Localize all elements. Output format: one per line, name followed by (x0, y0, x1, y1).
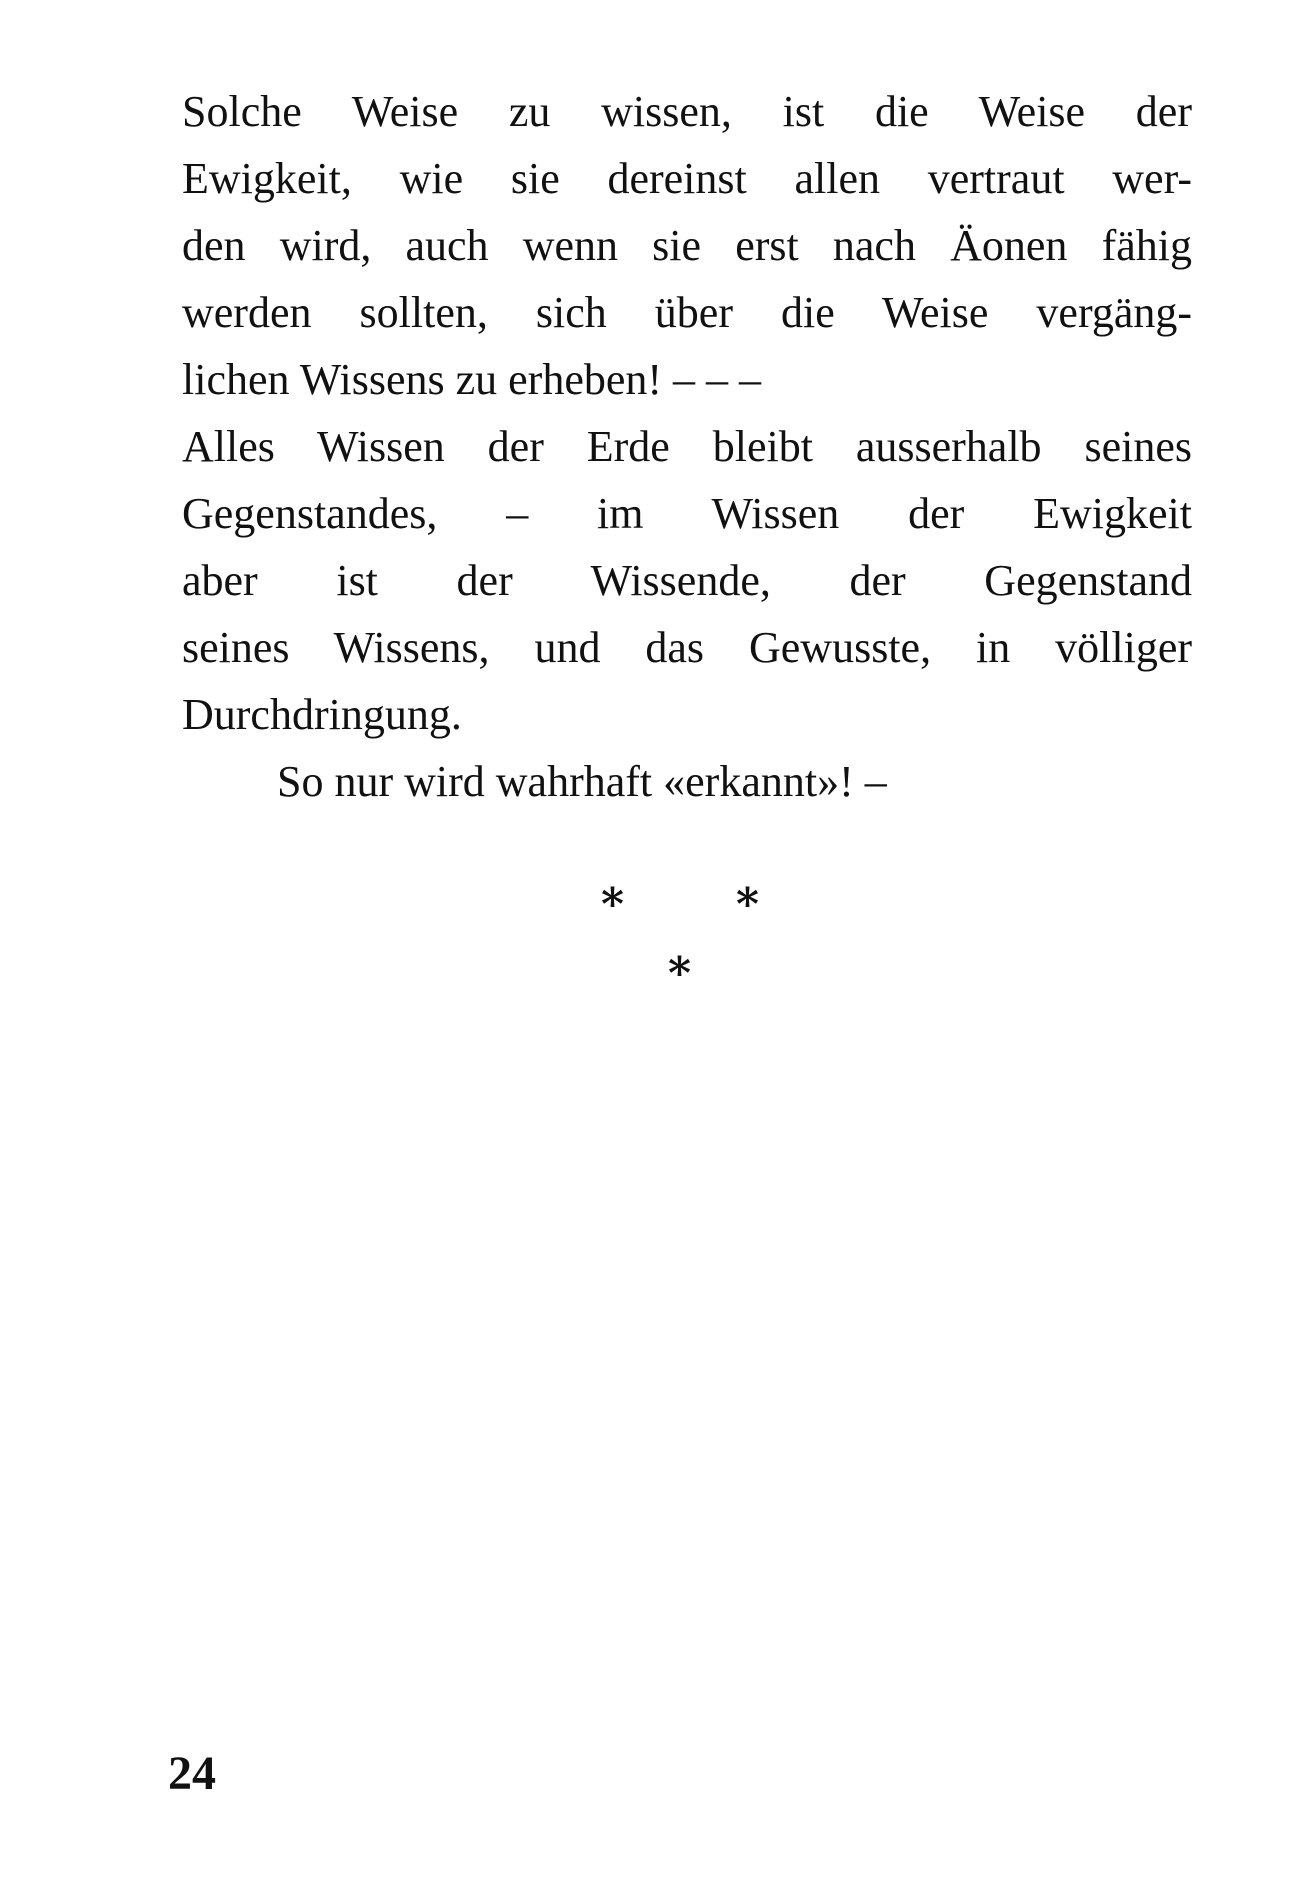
text-line-9: seines Wissens, und das Gewusste, in völliger (182, 623, 1192, 672)
body-text (182, 78, 1192, 815)
asterisk-icon-top-right: * (736, 879, 760, 930)
asterisk-icon-top-left: * (601, 879, 625, 930)
text-line-10: Durchdringung. (182, 690, 462, 739)
asterisk-icon-bottom: * (668, 948, 692, 999)
text-line-11: So nur wird wahrhaft «erkannt»! – (277, 757, 887, 806)
text-line-3: den wird, auch wenn sie erst nach Äonen fähig (182, 221, 1192, 270)
text-line-8: aber ist der Wissende, der Gegenstand (182, 556, 1192, 605)
text-line-2: Ewigkeit, wie sie dereinst allen vertraut wer- (182, 154, 1192, 203)
text-line-4: werden sollten, sich über die Weise vergäng- (182, 288, 1192, 337)
text-line-6: Alles Wissen der Erde bleibt ausserhalb seines (182, 422, 1192, 471)
text-line-5: lichen Wissens zu erheben! – – – (182, 355, 762, 404)
text-line-7: Gegenstandes, – im Wissen der Ewigkeit (182, 489, 1192, 538)
text-line-1: Solche Weise zu wissen, ist die Weise der (182, 87, 1192, 136)
page-number: 24 (168, 1747, 216, 1800)
